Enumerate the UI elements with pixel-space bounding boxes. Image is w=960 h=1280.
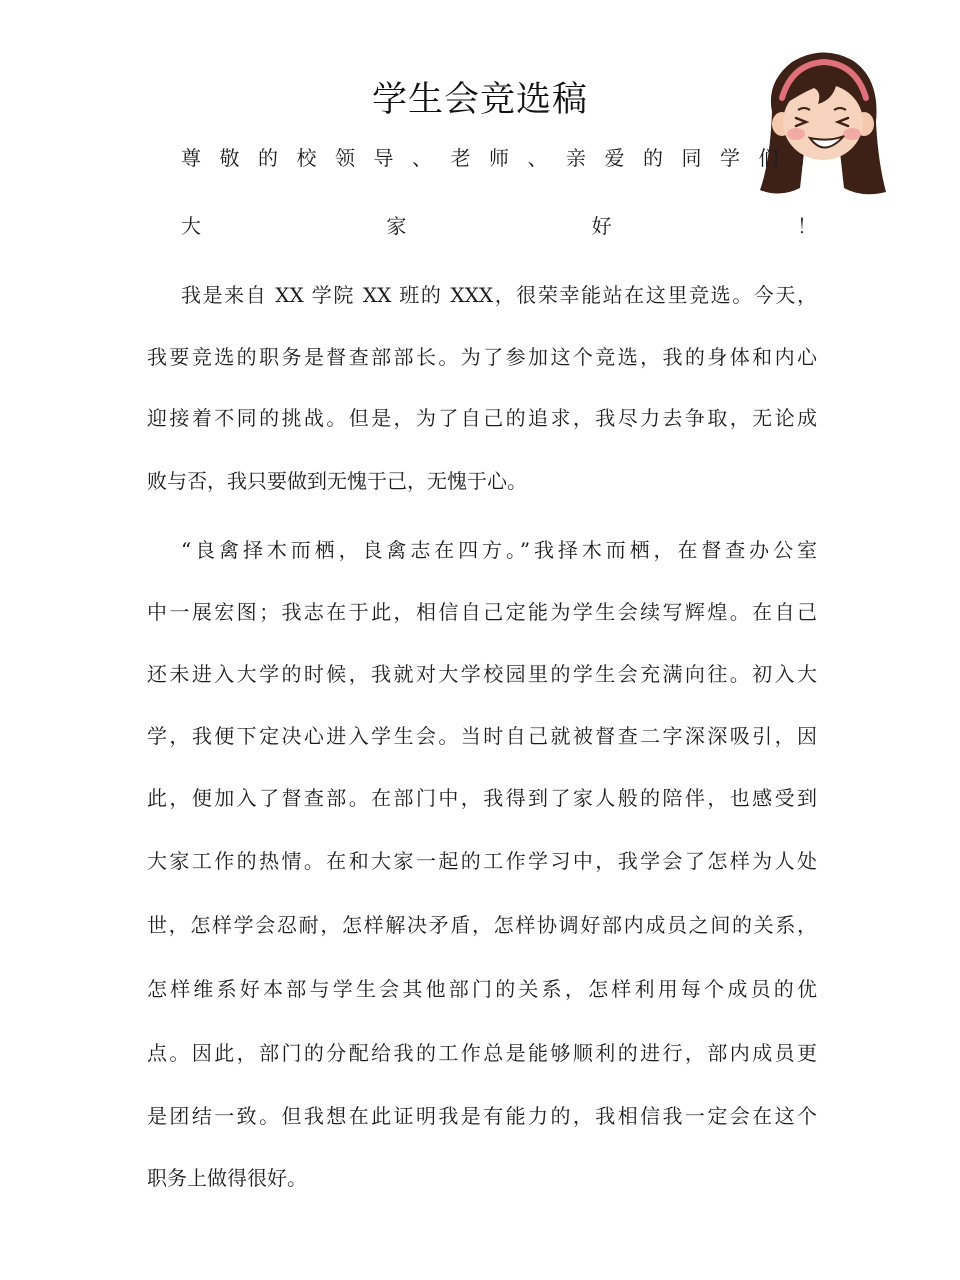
paragraph-1-line: 我要竞选的职务是督查部部长。为了参加这个竞选，我的身体和内心 <box>147 345 817 369</box>
paragraph-1-line: 我是来自 XX 学院 XX 班的 XXX，很荣幸能站在这里竞选。今天， <box>181 283 817 307</box>
paragraph-2-line: 怎样维系好本部与学生会其他部门的关系，怎样利用每个成员的优 <box>147 977 817 1001</box>
paragraph-2-line: 点。因此，部门的分配给我的工作总是能够顺利的进行，部内成员更 <box>147 1041 817 1065</box>
paragraph-2-line: 中一展宏图；我志在于此，相信自己定能为学生会续写辉煌。在自己 <box>147 600 817 624</box>
paragraph-1-line: 迎接着不同的挑战。但是，为了自己的追求，我尽力去争取，无论成 <box>147 406 817 430</box>
page-title: 学生会竞选稿 <box>371 80 588 120</box>
paragraph-2-line: 学，我便下定决心进入学生会。当时自己就被督查二字深深吸引，因 <box>147 724 817 748</box>
salutation: 大家好！ <box>181 214 817 238</box>
paragraph-2-line: 是团结一致。但我想在此证明我是有能力的，我相信我一定会在这个 <box>147 1104 817 1128</box>
girl-avatar-icon <box>752 42 892 202</box>
paragraph-2-line: 职务上做得很好。 <box>147 1166 307 1190</box>
greeting: 尊敬的校领导、老师、亲爱的同学们： <box>181 146 817 170</box>
paragraph-1-line: 败与否，我只要做到无愧于己，无愧于心。 <box>147 469 527 493</box>
paragraph-2-line: 世，怎样学会忍耐，怎样解决矛盾，怎样协调好部内成员之间的关系， <box>147 913 817 937</box>
paragraph-2-line: 还未进入大学的时候，我就对大学校园里的学生会充满向往。初入大 <box>147 662 817 686</box>
paragraph-2-line: “良禽择木而栖，良禽志在四方。”我择木而栖，在督查办公室 <box>181 538 817 562</box>
paragraph-2-line: 大家工作的热情。在和大家一起的工作学习中，我学会了怎样为人处 <box>147 849 817 873</box>
paragraph-2-line: 此，便加入了督查部。在部门中，我得到了家人般的陪伴，也感受到 <box>147 786 817 810</box>
